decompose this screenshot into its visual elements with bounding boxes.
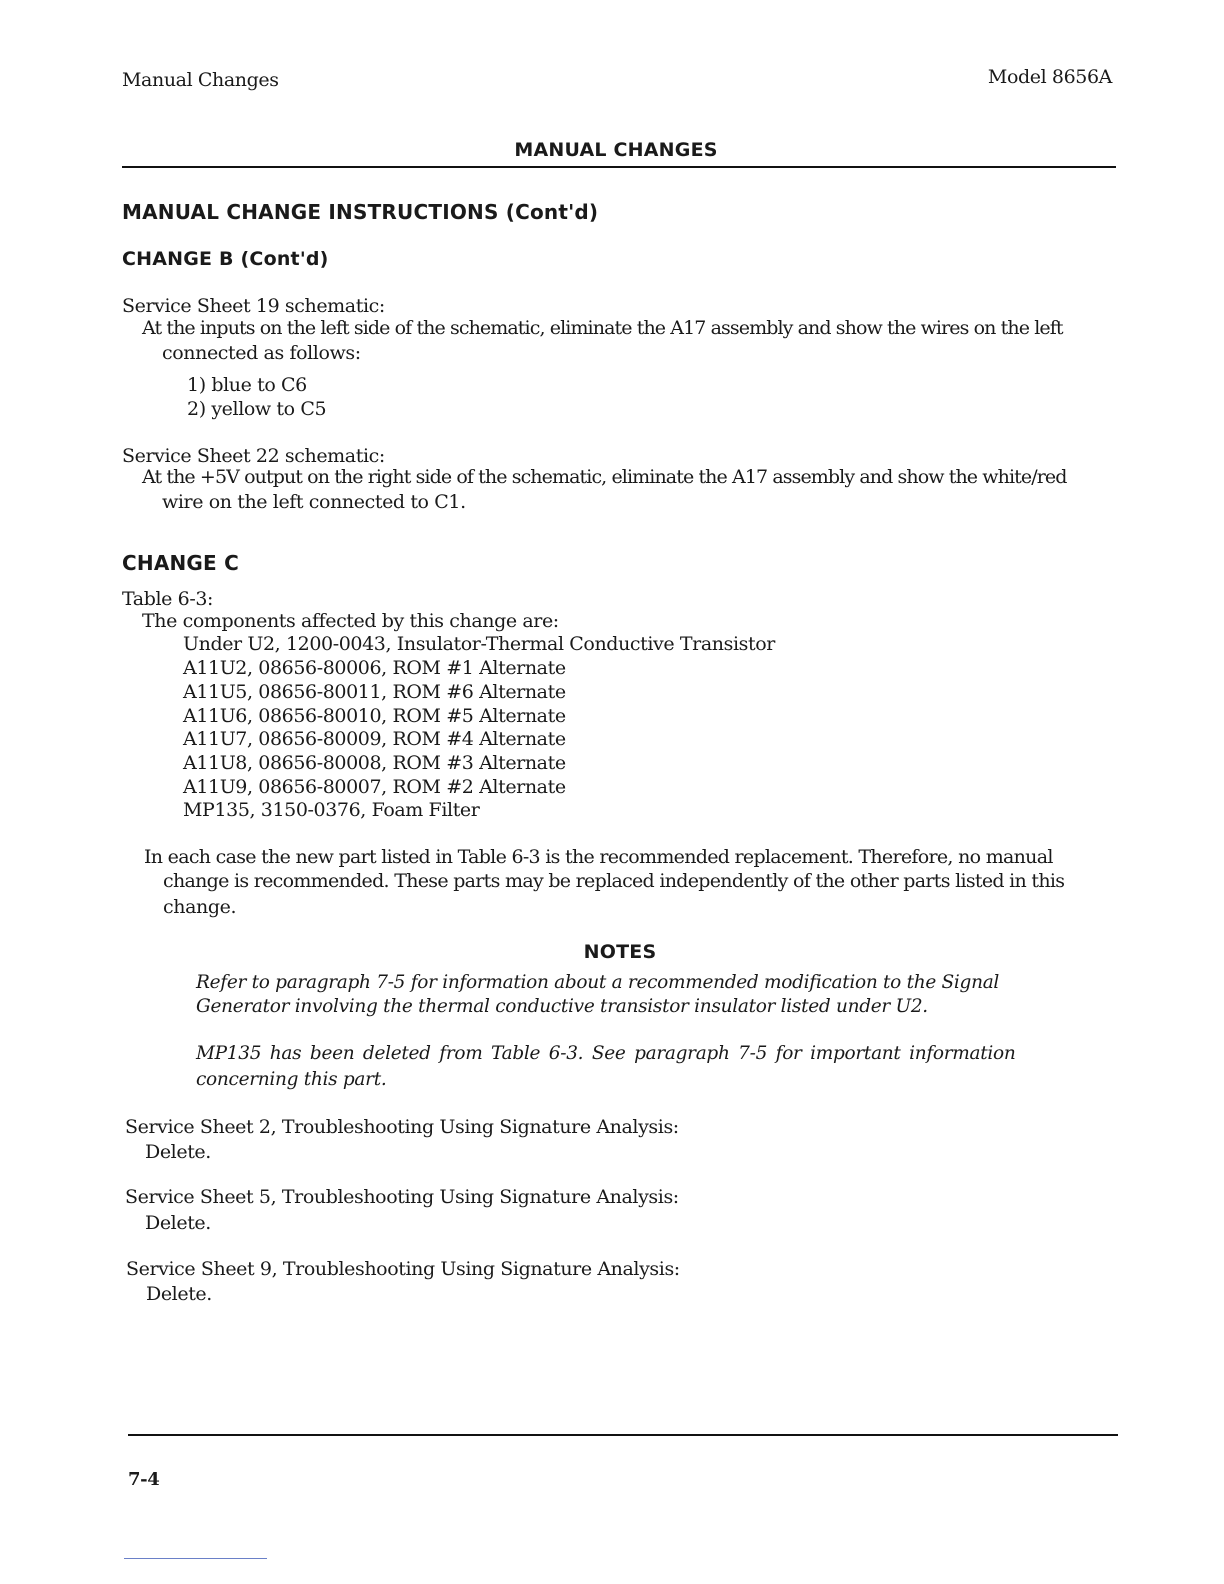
sheet22-line2: wire on the left connected to C1.	[162, 491, 466, 513]
title-rule	[122, 166, 1116, 168]
sheet19-line2: connected as follows:	[162, 342, 361, 364]
deletion-title: Service Sheet 2, Troubleshooting Using Signature Analysis:	[125, 1116, 679, 1138]
footer-rule	[128, 1434, 1118, 1436]
scan-edge-line	[124, 1558, 267, 1559]
components-intro: The components affected by this change are:	[142, 610, 559, 632]
component-item: A11U5, 08656-80011, ROM #6 Alternate	[183, 681, 566, 703]
note-line: Generator involving the thermal conductive transistor insulator listed under U2.	[196, 996, 928, 1017]
list-item: 1) blue to C6	[187, 374, 307, 396]
note-line: Refer to paragraph 7-5 for information about a recommended modification to the Signal	[196, 972, 1000, 993]
sheet22-line1: At the +5V output on the right side of the schematic, eliminate the A17 assembly and show the white/red	[142, 466, 1067, 488]
note-line: concerning this part.	[196, 1069, 387, 1090]
component-item: A11U8, 08656-80008, ROM #3 Alternate	[183, 752, 566, 774]
sheet19-title: Service Sheet 19 schematic:	[122, 295, 385, 317]
page-title: MANUAL CHANGES	[514, 139, 718, 161]
component-item: A11U7, 08656-80009, ROM #4 Alternate	[183, 728, 566, 750]
paragraph-line: In each case the new part listed in Table 6-3 is the recommended replacement. Therefore, no manual	[144, 846, 1053, 868]
note-line: MP135 has been deleted from Table 6-3. See paragraph 7-5 for important information	[196, 1043, 1016, 1064]
deletion-action: Delete.	[145, 1141, 211, 1163]
header-left: Manual Changes	[122, 69, 279, 91]
deletion-action: Delete.	[146, 1283, 212, 1305]
list-item: 2) yellow to C5	[187, 398, 327, 420]
paragraph-line: change is recommended. These parts may be replaced independently of the other parts listed in this	[163, 870, 1065, 892]
notes-heading: NOTES	[583, 941, 657, 963]
component-item: A11U6, 08656-80010, ROM #5 Alternate	[183, 705, 566, 727]
change-c-heading: CHANGE C	[122, 551, 239, 575]
table-ref: Table 6-3:	[122, 588, 214, 610]
sheet22-title: Service Sheet 22 schematic:	[122, 445, 385, 467]
sheet19-line1: At the inputs on the left side of the schematic, eliminate the A17 assembly and show the wires on the left	[142, 317, 1063, 339]
component-item: A11U2, 08656-80006, ROM #1 Alternate	[183, 657, 566, 679]
section-heading: MANUAL CHANGE INSTRUCTIONS (Cont'd)	[122, 200, 599, 224]
header-right: Model 8656A	[987, 66, 1112, 88]
component-item: MP135, 3150-0376, Foam Filter	[183, 799, 480, 821]
deletion-title: Service Sheet 9, Troubleshooting Using Signature Analysis:	[126, 1258, 680, 1280]
component-item: A11U9, 08656-80007, ROM #2 Alternate	[183, 776, 566, 798]
paragraph-line: change.	[163, 896, 237, 918]
change-b-heading: CHANGE B (Cont'd)	[122, 248, 329, 270]
page-number: 7-4	[128, 1469, 160, 1490]
component-item: Under U2, 1200-0043, Insulator-Thermal Conductive Transistor	[183, 633, 775, 655]
deletion-action: Delete.	[145, 1212, 211, 1234]
deletion-title: Service Sheet 5, Troubleshooting Using Signature Analysis:	[125, 1186, 679, 1208]
